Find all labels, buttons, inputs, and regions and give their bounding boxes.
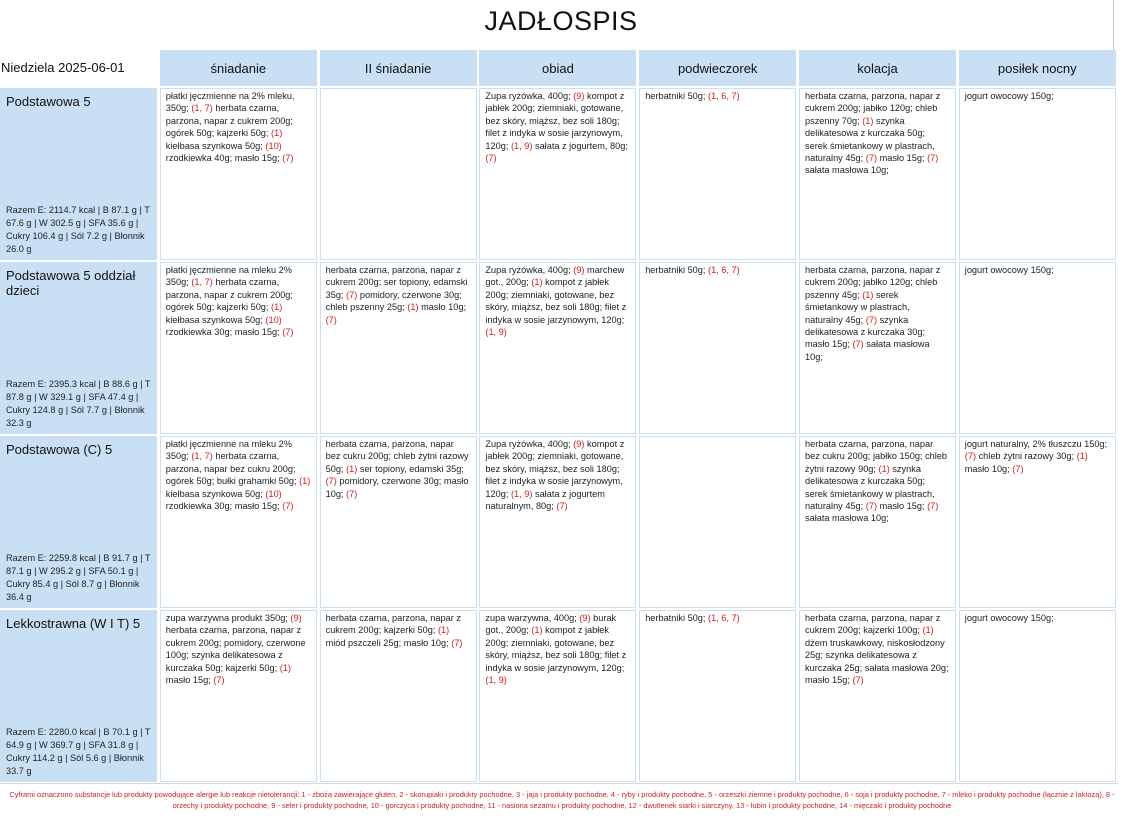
meal-item bbox=[217, 302, 282, 312]
allergen-codes: (1) bbox=[437, 625, 450, 636]
meal-item bbox=[880, 501, 939, 511]
meal-item-text: herbata czarna, parzona, napar z cukrem 200g; bbox=[165, 103, 293, 126]
allergen-codes: (1, 7) bbox=[191, 451, 213, 462]
meal-item-text: kiełbasa szynkowa 50g; bbox=[165, 140, 263, 151]
meal-cell-night-meal bbox=[959, 262, 1116, 434]
meal-item-text: ziemniaki, gotowane, bez skóry, miąższ, bez soli 180g; bbox=[485, 103, 624, 126]
diet-name: Podstawowa 5 bbox=[6, 94, 91, 109]
meal-item-text: chleb pszenny 45g; bbox=[804, 277, 938, 300]
meal-item-text: kompot z jabłek 200g; bbox=[485, 439, 625, 462]
allergen-codes: (9) bbox=[573, 439, 585, 449]
meal-item-text: masło 15g; bbox=[234, 327, 280, 338]
meal-cell-night-meal bbox=[959, 88, 1116, 260]
meal-item bbox=[979, 451, 1088, 461]
meal-item-text: masło 15g; bbox=[804, 339, 850, 350]
allergen-codes: (1) bbox=[531, 625, 543, 636]
meal-item-text: zupa warzywna produkt 350g; bbox=[165, 613, 288, 623]
allergen-codes: (1) bbox=[922, 625, 934, 636]
allergen-codes: (9) bbox=[290, 613, 302, 623]
meal-item-text: herbata czarna, parzona, napar bez cukru 200g; bbox=[325, 439, 454, 462]
meal-cell-breakfast bbox=[160, 88, 317, 260]
allergen-codes: (7) bbox=[346, 289, 358, 300]
meal-item-text: płatki jęczmienne na mleku 2% 350g; bbox=[165, 439, 292, 462]
meal-item-text: szynka delikatesowa z kurczaka 25g; bbox=[804, 650, 917, 673]
meal-item bbox=[166, 141, 282, 151]
meal-item bbox=[805, 165, 889, 175]
meal-item bbox=[485, 613, 593, 623]
menu-table bbox=[0, 50, 1116, 782]
meal-item-text: herbatniki 50g; bbox=[645, 265, 706, 275]
meal-item bbox=[235, 501, 294, 511]
meal-item-text: dżem truskawkowy, niskosłodzony 25g; bbox=[804, 637, 945, 661]
allergen-codes: (7) bbox=[1012, 463, 1024, 474]
meal-item-text: sałata z jogurtem, 80g; bbox=[534, 140, 628, 151]
meal-item-text: Zupa ryżówka, 400g; bbox=[485, 91, 571, 101]
meal-item bbox=[863, 277, 915, 287]
meal-item-text: rzodkiewka 30g; bbox=[165, 501, 233, 512]
meal-item bbox=[166, 302, 217, 312]
allergen-codes: (1, 7) bbox=[191, 103, 213, 114]
allergen-codes: (7) bbox=[325, 476, 337, 487]
meal-item-text: rzodkiewka 40g; bbox=[165, 153, 233, 164]
allergen-codes: (1, 6, 7) bbox=[708, 613, 740, 623]
meal-item-text: ziemniaki, gotowane, bez skóry, miąższ, bez soli 180g; bbox=[485, 451, 624, 474]
meal-item bbox=[166, 315, 282, 325]
diet-nutrition-summary: Razem E: 2114.7 kcal | B 87.1 g | T 67.6 g | W 302.5 g | SFA 35.6 g | Cukry 106.4 g | Sól 7.2 g | Błonnik 26.0 g bbox=[6, 205, 150, 254]
meal-item bbox=[880, 153, 939, 163]
meal-item-text: jabłko 150g; bbox=[872, 451, 923, 462]
page-title: JADŁOSPIS bbox=[484, 6, 638, 36]
meal-item-text: kajzerki 50g; bbox=[383, 625, 436, 636]
allergen-codes: (7) bbox=[346, 488, 358, 499]
diet-row-header bbox=[0, 262, 157, 434]
meal-item-text: miód pszczeli 25g; bbox=[325, 637, 402, 648]
meal-cell-lunch bbox=[479, 88, 636, 260]
meal-item-text: chleb pszenny 70g; bbox=[804, 103, 938, 126]
meal-item bbox=[166, 327, 235, 337]
allergen-codes: (7) bbox=[282, 327, 294, 338]
meal-item-text: kajzerki 50g; bbox=[216, 302, 269, 313]
meal-item bbox=[217, 476, 310, 486]
meal-cell-second-breakfast bbox=[320, 88, 477, 260]
meal-item-text: szynka delikatesowa z kurczaka 50g; bbox=[804, 463, 925, 487]
allergen-legend: Cyframi oznaczono substancje lub produkty powodujące alergie lub reakcje nietolerancji: 1 - zboża zawierające gluten, 2 - skorupiaki i produkty pochodne, 3 - jaja i produkty pochodne, 4 - ryby i produkty pochodne, 5 - orzeszki ziemne i produkty pochodne, 6 - soja i produkty pochodne, 7 - mleko i produkty pochodne (łącznie z laktozą), 8 - orzechy i produkty pochodne, 9 - seler i produkty pochodne, 10 - gorczyca i produkty pochodne, 11 - nasiona sezamu i produkty pochodne, 12 - dwutlenek siarki i siarczyny, 13 - łubin i produkty pochodne, 14 - mięczaki i produkty pochodne bbox=[9, 790, 1115, 810]
meal-item-text: herbata czarna, parzona, napar z cukrem 200g; bbox=[804, 91, 941, 114]
meal-item-text: herbata czarna, parzona, napar z cukrem 200g; bbox=[804, 613, 941, 636]
allergen-codes: (1) bbox=[878, 463, 890, 474]
meal-cell-breakfast bbox=[160, 436, 317, 608]
allergen-codes: (10) bbox=[265, 488, 282, 499]
meal-item-text: bułki grahamki 50g; bbox=[216, 476, 297, 487]
meal-item-text: masło 10g; bbox=[325, 476, 469, 499]
meal-item bbox=[384, 625, 449, 635]
allergen-codes: (7) bbox=[865, 314, 878, 325]
meal-item bbox=[485, 91, 587, 101]
meal-item bbox=[965, 464, 1024, 474]
meal-cell-dinner bbox=[799, 436, 956, 608]
allergen-codes: (1) bbox=[279, 662, 291, 673]
meal-item-text: ziemniaki, gotowane, bez skóry, miąższ, bez soli 180g; bbox=[485, 289, 615, 313]
meal-item-text: masło 10g; bbox=[421, 302, 467, 313]
allergen-codes: (9) bbox=[579, 613, 591, 623]
meal-item-text: marchew got., 200g; bbox=[485, 265, 625, 288]
meal-item-text: szynka delikatesowa z kurczaka 50g; bbox=[804, 115, 925, 139]
allergen-codes: (7) bbox=[927, 153, 939, 164]
meal-item-text: masło 15g; bbox=[165, 675, 211, 686]
meal-cell-second-breakfast bbox=[320, 436, 477, 608]
diet-row-header bbox=[0, 610, 157, 782]
meal-item-text: herbatniki 50g; bbox=[645, 91, 706, 101]
diet-nutrition-summary: Razem E: 2259.8 kcal | B 91.7 g | T 87.1 g | W 295.2 g | SFA 50.1 g | Cukry 85.4 g | Sól 8.7 g | Błonnik 36.4 g bbox=[6, 553, 151, 602]
allergen-codes: (7) bbox=[556, 501, 568, 512]
meal-item bbox=[645, 265, 740, 275]
menu-date: Niedziela 2025-06-01 bbox=[1, 60, 125, 75]
meal-cell-afternoon-snack bbox=[639, 436, 796, 608]
meal-item bbox=[805, 513, 889, 523]
allergen-codes: (1, 9) bbox=[510, 488, 533, 499]
meal-item bbox=[485, 265, 587, 275]
allergen-codes: (7) bbox=[852, 675, 864, 686]
meal-item-text: masło 15g; bbox=[879, 153, 925, 164]
column-header-dinner: kolacja bbox=[799, 50, 956, 86]
meal-item bbox=[166, 476, 217, 486]
meal-item bbox=[965, 91, 1054, 101]
meal-item-text: herbata czarna, parzona, napar bez cukru 200g; bbox=[165, 451, 296, 474]
meal-item bbox=[965, 613, 1054, 623]
meal-item-text: płatki jęczmienne na 2% mleku, 350g; bbox=[165, 91, 295, 114]
meal-item-text: masło 15g; bbox=[879, 501, 925, 512]
meal-item-text: jogurt owocowy 150g; bbox=[964, 613, 1054, 623]
meal-cell-second-breakfast bbox=[320, 262, 477, 434]
column-header-second-breakfast: II śniadanie bbox=[320, 50, 477, 86]
allergen-codes: (1, 6, 7) bbox=[708, 91, 740, 101]
meal-item-text: chleb pszenny 25g; bbox=[325, 302, 405, 313]
diet-name: Podstawowa (C) 5 bbox=[6, 442, 113, 457]
meal-item bbox=[863, 103, 915, 113]
meal-item-text: sałata masłowa 10g; bbox=[804, 165, 889, 176]
meal-item bbox=[235, 153, 294, 163]
meal-item bbox=[805, 339, 866, 349]
meal-item-text: herbata czarna, parzona, napar bez cukru 200g; bbox=[804, 439, 934, 462]
allergen-codes: (1) bbox=[346, 463, 358, 474]
meal-item-text: herbatniki 50g; bbox=[645, 613, 706, 623]
meal-item bbox=[873, 451, 925, 461]
allergen-codes: (9) bbox=[573, 265, 585, 275]
meal-item-text: pomidory, czerwone 30g; bbox=[359, 289, 462, 300]
meal-item bbox=[235, 327, 294, 337]
diet-nutrition-summary: Razem E: 2395.3 kcal | B 88.6 g | T 87.8 g | W 329.1 g | SFA 47.4 g | Cukry 124.8 g | Sól 7.7 g | Błonnik 32.3 g bbox=[6, 379, 151, 428]
meal-item-text: płatki jęczmienne na mleku 2% 350g; bbox=[165, 265, 292, 288]
allergen-codes: (10) bbox=[265, 314, 282, 325]
meal-item-text: herbata czarna, parzona, napar z cukrem 200g; bbox=[325, 613, 461, 636]
meal-cell-dinner bbox=[799, 262, 956, 434]
meal-cell-night-meal bbox=[959, 436, 1116, 608]
meal-item-text: masło 15g; bbox=[234, 153, 280, 164]
meal-item-text: ogórek 50g; bbox=[165, 302, 215, 313]
meal-item bbox=[166, 128, 217, 138]
allergen-codes: (1) bbox=[407, 302, 419, 313]
meal-item-text: Zupa ryżówka, 400g; bbox=[485, 439, 571, 449]
allergen-codes: (1) bbox=[862, 289, 874, 300]
meal-item-text: chleb żytni razowy 90g; bbox=[804, 451, 948, 474]
meal-item-text: masło 10g; bbox=[403, 637, 449, 648]
meal-item-text: ser topiony, edamski 35g; bbox=[325, 277, 468, 300]
allergen-codes: (1, 9) bbox=[510, 140, 533, 151]
allergen-codes: (9) bbox=[573, 91, 585, 101]
meal-item-text: sałata masłowa 10g; bbox=[804, 513, 889, 524]
allergen-codes: (7) bbox=[485, 153, 497, 164]
meal-item-text: kajzerki 100g; bbox=[863, 625, 920, 636]
allergen-codes: (1, 9) bbox=[485, 327, 507, 338]
meal-cell-afternoon-snack bbox=[639, 262, 796, 434]
divider bbox=[1113, 0, 1114, 52]
meal-item-text: jabłko 120g; bbox=[863, 277, 913, 288]
meal-item bbox=[360, 290, 462, 300]
allergen-codes: (1, 7) bbox=[191, 277, 213, 288]
meal-item-text: filet z indyka w sosie jarzynowym, 120g; bbox=[485, 476, 623, 499]
meal-item-text: kajzerki 50g; bbox=[225, 662, 278, 673]
meal-item-text: masło 15g; bbox=[804, 675, 850, 686]
meal-item-text: herbata czarna, parzona, napar z cukrem 200g; bbox=[165, 625, 302, 648]
diet-row-header bbox=[0, 436, 157, 608]
meal-cell-second-breakfast bbox=[320, 610, 477, 782]
column-header-breakfast: śniadanie bbox=[160, 50, 317, 86]
meal-item-text: chleb żytni razowy 30g; bbox=[978, 451, 1075, 462]
meal-item bbox=[166, 613, 302, 623]
meal-item-text: ogórek 50g; bbox=[165, 476, 215, 487]
meal-item-text: burak got., 200g; bbox=[485, 613, 617, 636]
meal-item-text: filet z indyka w sosie jarzynowym, 120g; bbox=[485, 302, 627, 325]
meal-item bbox=[805, 675, 864, 685]
meal-item-text: serek śmietankowy w plastrach, naturalny 45g; bbox=[804, 488, 935, 512]
meal-item-text: szynka delikatesowa z kurczaka 30g; bbox=[804, 314, 925, 338]
meal-item-text: zupa warzywna, 400g; bbox=[485, 613, 577, 623]
column-header-night-meal: posiłek nocny bbox=[959, 50, 1116, 86]
allergen-codes: (7) bbox=[325, 314, 337, 325]
meal-item bbox=[326, 302, 422, 312]
meal-item-text: kiełbasa szynkowa 50g; bbox=[165, 314, 263, 325]
meal-item bbox=[166, 153, 235, 163]
meal-item bbox=[326, 638, 404, 648]
meal-item-text: serek śmietankowy w plastrach, naturalny 45g; bbox=[804, 140, 935, 164]
meal-item-text: kiełbasa szynkowa 50g; bbox=[165, 488, 263, 499]
meal-item bbox=[166, 489, 282, 499]
meal-item-text: jogurt owocowy 150g; bbox=[964, 91, 1054, 101]
allergen-codes: (1) bbox=[1076, 451, 1088, 462]
meal-item bbox=[865, 663, 949, 673]
meal-item-text: masło 15g; bbox=[234, 501, 280, 512]
allergen-codes: (1) bbox=[271, 128, 283, 139]
allergen-codes: (7) bbox=[282, 501, 294, 512]
meal-item-text: herbata czarna, parzona, napar z cukrem 200g; bbox=[325, 265, 461, 288]
allergen-codes: (1) bbox=[862, 115, 874, 126]
meal-cell-dinner bbox=[799, 88, 956, 260]
diet-nutrition-summary: Razem E: 2280.0 kcal | B 70.1 g | T 64.9 g | W 369.7 g | SFA 31.8 g | Cukry 114.2 g | Sól 5.6 g | Błonnik 33.7 g bbox=[6, 727, 151, 776]
meal-item-text: sałata masłowa 10g; bbox=[804, 339, 930, 362]
meal-cell-breakfast bbox=[160, 610, 317, 782]
allergen-codes: (7) bbox=[852, 339, 864, 350]
meal-item-text: filet z indyka w sosie jarzynowym, 120g; bbox=[485, 650, 627, 673]
meal-item bbox=[965, 265, 1054, 275]
meal-cell-afternoon-snack bbox=[639, 610, 796, 782]
meal-cell-dinner bbox=[799, 610, 956, 782]
meal-item-text: Zupa ryżówka, 400g; bbox=[485, 265, 571, 275]
diet-name: Podstawowa 5 oddział dzieci bbox=[6, 268, 136, 298]
diet-row-header bbox=[0, 88, 157, 260]
diet-name: Lekkostrawna (W I T) 5 bbox=[6, 616, 141, 631]
meal-item-text: pomidory, czerwone 100g; bbox=[165, 637, 306, 661]
meal-cell-breakfast bbox=[160, 262, 317, 434]
meal-item-text: kompot z jabłek 200g; bbox=[485, 277, 610, 300]
allergen-codes: (7) bbox=[865, 501, 878, 512]
allergen-codes: (1) bbox=[299, 476, 311, 487]
meal-cell-lunch bbox=[479, 436, 636, 608]
meal-item-text: jogurt naturalny, 2% tłuszczu 150g; bbox=[964, 439, 1108, 449]
meal-item bbox=[217, 128, 282, 138]
meal-cell-lunch bbox=[479, 610, 636, 782]
meal-cell-afternoon-snack bbox=[639, 88, 796, 260]
allergen-codes: (1, 6, 7) bbox=[708, 265, 740, 275]
allergen-codes: (7) bbox=[964, 451, 977, 462]
meal-item-text: filet z indyka w sosie jarzynowym, 120g; bbox=[485, 128, 623, 151]
meal-item-text: herbata czarna, parzona, napar z cukrem 200g; bbox=[165, 277, 293, 300]
meal-item bbox=[166, 501, 235, 511]
meal-item bbox=[404, 638, 463, 648]
meal-item bbox=[645, 91, 740, 101]
meal-item-text: rzodkiewka 30g; bbox=[165, 327, 233, 338]
allergen-codes: (7) bbox=[282, 153, 294, 164]
allergen-codes: (7) bbox=[213, 675, 225, 686]
meal-item bbox=[339, 476, 444, 486]
meal-item-text: kajzerki 50g; bbox=[216, 128, 269, 139]
meal-item-text: masło 10g; bbox=[964, 463, 1010, 474]
allergen-codes: (1, 9) bbox=[485, 675, 507, 686]
meal-item-text: sałata masłowa 20g; bbox=[864, 662, 949, 673]
allergen-codes: (10) bbox=[265, 140, 282, 151]
meal-item-text: chleb żytni razowy 50g; bbox=[325, 451, 469, 474]
allergen-codes: (7) bbox=[865, 153, 878, 164]
column-header-lunch: obiad bbox=[479, 50, 636, 86]
meal-item-text: serek śmietankowy w plastrach, naturalny 45g; bbox=[804, 289, 910, 325]
meal-item-text: jogurt owocowy 150g; bbox=[964, 265, 1054, 275]
meal-item-text: kompot z jabłek 200g; bbox=[485, 91, 625, 114]
allergen-codes: (1) bbox=[531, 277, 543, 288]
meal-item bbox=[863, 625, 933, 635]
meal-cell-night-meal bbox=[959, 610, 1116, 782]
meal-item bbox=[166, 675, 225, 685]
divider bbox=[0, 783, 1118, 784]
allergen-codes: (7) bbox=[451, 637, 463, 648]
meal-item-text: sałata z jogurtem naturalnym, 80g; bbox=[485, 488, 605, 512]
meal-item bbox=[485, 439, 587, 449]
meal-item-text: pomidory, czerwone 30g; bbox=[339, 476, 442, 487]
meal-item bbox=[226, 663, 291, 673]
meal-item-text: szynka delikatesowa z kurczaka 50g; bbox=[165, 650, 283, 673]
meal-item-text: jabłko 120g; bbox=[863, 103, 913, 114]
meal-item-text: kompot z jabłek 200g; bbox=[485, 625, 610, 648]
meal-item-text: ser topiony, edamski 35g; bbox=[359, 463, 464, 474]
meal-item-text: ogórek 50g; bbox=[165, 128, 215, 139]
meal-item-text: herbata czarna, parzona, napar z cukrem 200g; bbox=[804, 265, 941, 288]
meal-item bbox=[645, 613, 740, 623]
allergen-codes: (1) bbox=[271, 302, 283, 313]
allergen-codes: (7) bbox=[927, 501, 939, 512]
column-header-afternoon-snack: podwieczorek bbox=[639, 50, 796, 86]
meal-cell-lunch bbox=[479, 262, 636, 434]
meal-item-text: ziemniaki, gotowane, bez skóry, miąższ, bez soli 180g; bbox=[485, 637, 615, 661]
